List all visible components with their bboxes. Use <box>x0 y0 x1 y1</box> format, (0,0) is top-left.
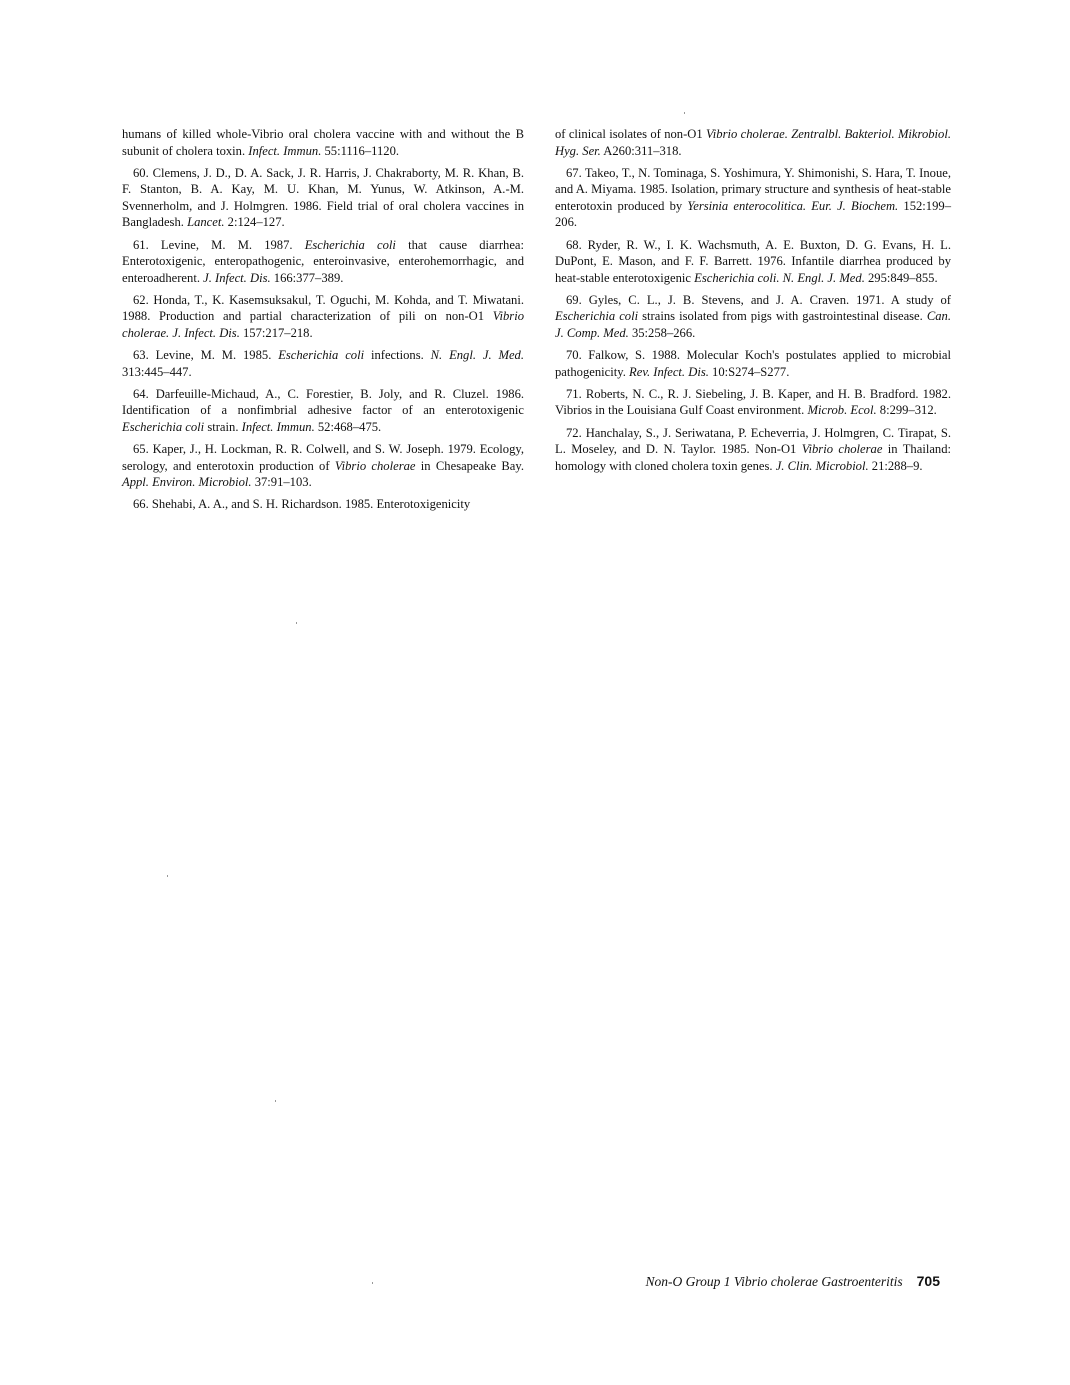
reference-entry <box>122 386 524 436</box>
reference-italic-text: Escherichia coli. N. Engl. J. Med. <box>694 270 865 285</box>
reference-number: 64. <box>133 386 156 401</box>
reference-text: Levine, M. M. 1985. <box>155 348 279 363</box>
reference-text: 166:377–389. <box>270 270 344 285</box>
reference-entry <box>555 165 951 231</box>
reference-italic-text: Infect. Immun. <box>248 143 322 158</box>
reference-text: 10:S274–S277. <box>708 364 790 379</box>
scan-speck <box>167 875 168 877</box>
reference-italic-text: Vibrio cholerae. J. Infect. Dis. <box>122 309 524 341</box>
scan-speck <box>684 112 685 114</box>
page-footer <box>560 1273 940 1290</box>
reference-text: Darfeuille-Michaud, A., C. Forestier, B. Joly, and R. Cluzel. 1986. Identification of a nonfimbrial adhesive factor of an enterotoxigenic <box>122 386 525 418</box>
reference-text: Shehabi, A. A., and S. H. Richardson. 1985. Enterotoxigenicity <box>151 497 471 512</box>
reference-number: 65. <box>133 442 153 457</box>
reference-text: Honda, T., K. Kasemsuksakul, T. Oguchi, M. Kohda, and T. Miwatani. 1988. Production and partial characterization of pili on non-O1 <box>122 292 524 324</box>
reference-entry <box>122 126 524 159</box>
reference-number: 63. <box>133 348 156 363</box>
reference-text: strains isolated from pigs with gastrointestinal disease. <box>638 309 927 324</box>
reference-number: 68. <box>566 237 588 252</box>
reference-text: in Thailand: homology with cloned cholera toxin genes. <box>555 442 951 473</box>
page-number: 705 <box>916 1273 940 1289</box>
reference-italic-text: Appl. Environ. Microbiol. <box>122 475 252 490</box>
reference-entry <box>122 441 524 491</box>
reference-entry <box>555 386 951 419</box>
running-title: Non-O Group 1 Vibrio cholerae Gastroenteritis <box>645 1274 903 1289</box>
reference-text: Clemens, J. D., D. A. Sack, J. R. Harris, J. Chakraborty, M. R. Khan, B. F. Stanton, B. A. Kay, M. U. Khan, M. Yunus, W. Atkinson, A.-M. Svennerholm, and J. Holmgren. 1986. Field trial of oral cholera vaccines in Bangladesh. <box>122 165 525 230</box>
reference-text: infections. <box>364 348 431 363</box>
reference-text: Levine, M. M. 1987. <box>160 237 305 252</box>
reference-italic-text: Vibrio cholerae <box>334 458 416 473</box>
reference-text: Gyles, C. L., J. B. Stevens, and J. A. Craven. 1971. A study of <box>588 292 952 307</box>
reference-entry <box>122 292 524 342</box>
reference-number: 72. <box>566 425 586 440</box>
reference-text: 313:445–447. <box>122 364 192 379</box>
reference-text: 152:199–206. <box>555 198 951 230</box>
reference-entry <box>555 237 951 287</box>
reference-italic-text: Microb. Ecol. <box>807 403 877 418</box>
reference-italic-text: N. Engl. J. Med. <box>430 348 524 363</box>
reference-italic-text: Can. J. Comp. Med. <box>555 309 951 341</box>
reference-italic-text: Escherichia coli <box>304 237 396 252</box>
reference-number: 69. <box>566 292 589 307</box>
reference-italic-text: Infect. Immun. <box>241 420 315 434</box>
reference-italic-text: Escherichia coli <box>555 309 639 324</box>
reference-text: that cause diarrhea: Enterotoxigenic, enteropathogenic, enteroinvasive, enterohemorrhagic, and enteroadherent. <box>122 237 524 285</box>
reference-text: strain. <box>204 420 242 434</box>
scan-speck <box>372 1282 373 1284</box>
reference-text: Kaper, J., H. Lockman, R. R. Colwell, and S. W. Joseph. 1979. Ecology, serology, and enterotoxin production of <box>122 442 525 473</box>
reference-text: Falkow, S. 1988. Molecular Koch's postulates applied to microbial pathogenicity. <box>555 348 951 379</box>
reference-number: 60. <box>133 165 153 180</box>
reference-entry <box>122 165 524 231</box>
reference-text: Hanchalay, S., J. Seriwatana, P. Echeverria, J. Holmgren, C. Tirapat, S. L. Moseley, and D. N. Taylor. 1985. Non-O1 <box>555 425 951 457</box>
reference-text: 8:299–312. <box>876 403 937 418</box>
reference-text: Ryder, R. W., I. K. Wachsmuth, A. E. Buxton, D. G. Evans, H. L. DuPont, E. Mason, and F. F. Barrett. 1976. Infantile diarrhea produced by heat-stable enterotoxigenic <box>555 237 952 285</box>
reference-text: 52:468–475. <box>314 420 382 434</box>
reference-text: humans of killed whole-Vibrio oral cholera vaccine with and without the B subunit of cholera toxin. <box>122 127 524 158</box>
reference-entry <box>555 292 951 342</box>
scan-speck <box>275 1100 276 1102</box>
reference-text: 2:124–127. <box>224 215 285 230</box>
reference-italic-text: Vibrio cholerae <box>801 442 883 457</box>
reference-text: 55:1116–1120. <box>321 143 400 158</box>
reference-italic-text: Lancet. <box>187 215 225 230</box>
reference-italic-text: Escherichia coli <box>278 348 365 363</box>
reference-number: 61. <box>133 237 161 252</box>
references-left-column <box>122 126 524 518</box>
reference-text: 37:91–103. <box>251 475 312 490</box>
reference-italic-text: Escherichia coli <box>122 420 205 434</box>
reference-text: of clinical isolates of non-O1 <box>555 127 707 141</box>
scan-speck <box>296 622 297 624</box>
reference-text: 35:258–266. <box>628 326 696 341</box>
reference-text: 157:217–218. <box>239 326 313 341</box>
references-right-column <box>555 126 951 480</box>
reference-text: 21:288–9. <box>868 458 923 473</box>
reference-text: A260:311–318. <box>600 143 682 158</box>
reference-number: 70. <box>566 348 589 363</box>
reference-entry <box>555 347 951 380</box>
reference-text: in Chesapeake Bay. <box>415 458 524 473</box>
reference-italic-text: J. Infect. Dis. <box>203 270 271 285</box>
reference-text: Takeo, T., N. Tominaga, S. Yoshimura, Y. Shimonishi, S. Hara, T. Inoue, and A. Miyama. 1985. Isolation, primary structure and synthesis of heat-stable enterotoxin produced by <box>555 165 951 213</box>
reference-number: 71. <box>566 386 586 401</box>
reference-entry <box>122 496 524 513</box>
reference-number: 67. <box>566 165 585 180</box>
reference-italic-text: Rev. Infect. Dis. <box>629 364 709 379</box>
reference-text: Roberts, N. C., R. J. Siebeling, J. B. Kaper, and H. B. Bradford. 1982. Vibrios in the Louisiana Gulf Coast environment. <box>555 386 951 418</box>
reference-number: 66. <box>133 497 152 512</box>
reference-entry <box>555 425 951 475</box>
reference-entry <box>122 347 524 380</box>
reference-number: 62. <box>133 292 154 307</box>
reference-entry <box>555 126 951 159</box>
reference-text: 295:849–855. <box>864 270 938 285</box>
reference-italic-text: J. Clin. Microbiol. <box>775 458 869 473</box>
reference-italic-text: Yersinia enterocolitica. Eur. J. Biochem. <box>687 198 899 213</box>
reference-italic-text: Vibrio cholerae. Zentralbl. Bakteriol. Mikrobiol. Hyg. Ser. <box>555 127 951 158</box>
reference-entry <box>122 237 524 287</box>
